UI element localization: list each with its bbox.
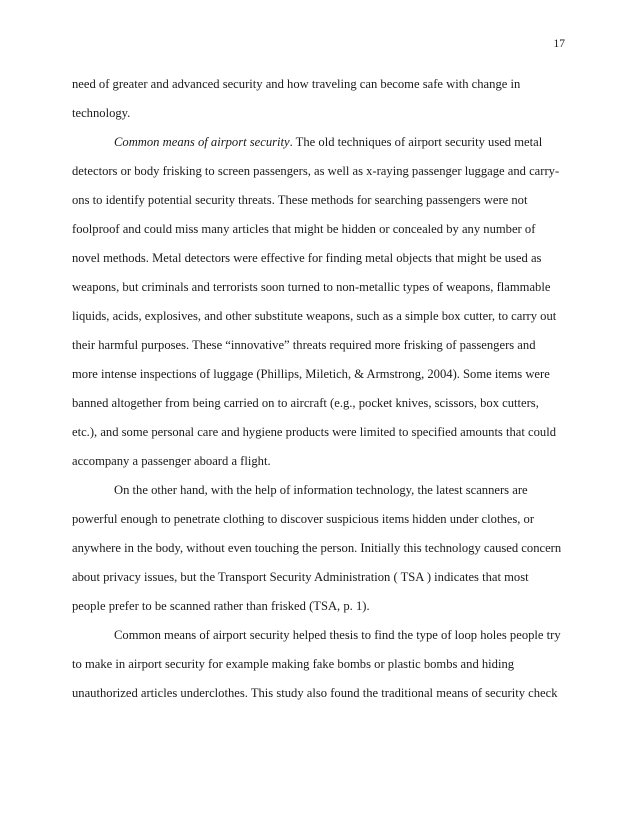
document-body	[72, 70, 568, 708]
text-line: technology.	[72, 106, 131, 120]
text-line: people prefer to be scanned rather than frisked (TSA, p. 1).	[72, 599, 370, 613]
text-line: about privacy issues, but the Transport Security Administration ( TSA ) indicates that most	[72, 570, 529, 584]
text-line: weapons, but criminals and terrorists soon turned to non-metallic types of weapons, flammable	[72, 280, 551, 294]
text-line: detectors or body frisking to screen passengers, as well as x-raying passenger luggage and carry-	[72, 164, 560, 178]
text-run: . The old techniques of airport security used metal	[289, 135, 543, 149]
text-line: need of greater and advanced security and how traveling can become safe with change in	[72, 77, 521, 91]
text-line: unauthorized articles underclothes. This study also found the traditional means of security check	[72, 686, 558, 700]
text-line: etc.), and some personal care and hygiene products were limited to specified amounts that could	[72, 425, 556, 439]
section-heading: Common means of airport security	[114, 135, 290, 149]
text-line: anywhere in the body, without even touching the person. Initially this technology caused concern	[72, 541, 562, 555]
page-number: 17	[553, 38, 565, 50]
text-line: Common means of airport security helped thesis to find the type of loop holes people try	[114, 628, 561, 642]
section-heading-line	[72, 128, 568, 157]
text-line: foolproof and could miss many articles that might be hidden or concealed by any number of	[72, 222, 536, 236]
text-line: powerful enough to penetrate clothing to discover suspicious items hidden under clothes, or	[72, 512, 535, 526]
text-line: On the other hand, with the help of information technology, the latest scanners are	[114, 483, 528, 497]
text-line: novel methods. Metal detectors were effective for finding metal objects that might be used as	[72, 251, 542, 265]
text-line: their harmful purposes. These “innovative” threats required more frisking of passengers and	[72, 338, 536, 352]
text-line: to make in airport security for example making fake bombs or plastic bombs and hiding	[72, 657, 515, 671]
text-line: more intense inspections of luggage (Phillips, Miletich, & Armstrong, 2004). Some items were	[72, 367, 550, 381]
text-line: ons to identify potential security threats. These methods for searching passengers were not	[72, 193, 528, 207]
text-line: accompany a passenger aboard a flight.	[72, 454, 271, 468]
text-line: liquids, acids, explosives, and other substitute weapons, such as a simple box cutter, to carry out	[72, 309, 557, 323]
text-line: banned altogether from being carried on to aircraft (e.g., pocket knives, scissors, box cutters,	[72, 396, 539, 410]
